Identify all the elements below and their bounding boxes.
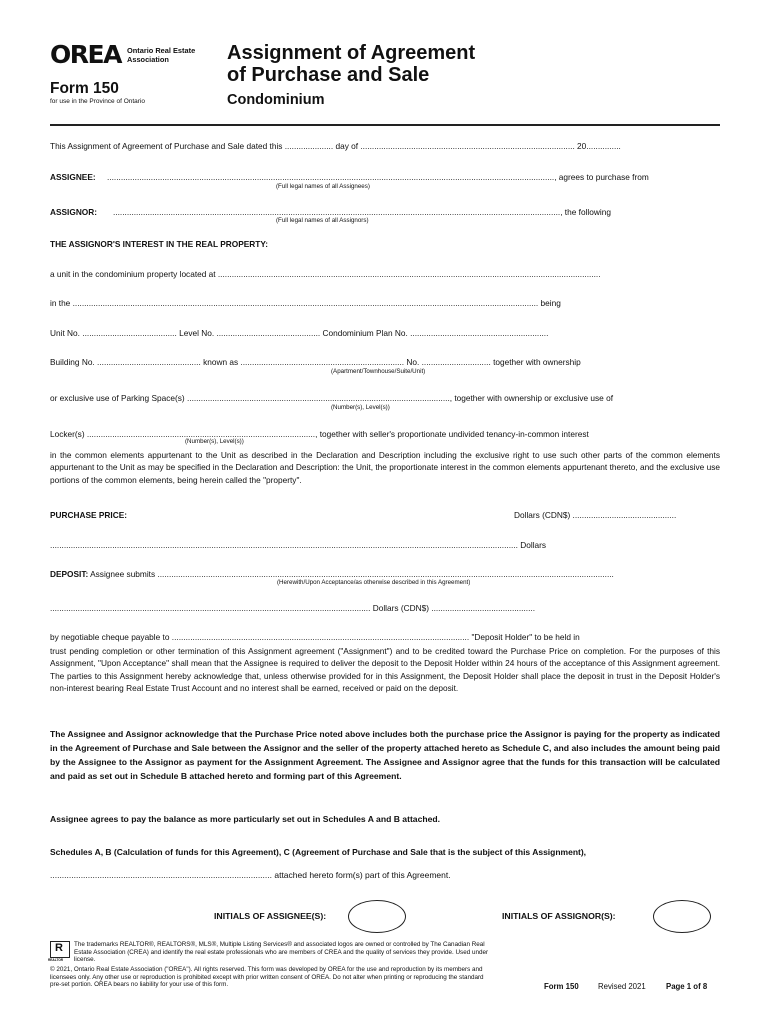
deposit-caption: (Herewith/Upon Acceptance/as otherwise described in this Agreement)	[277, 579, 471, 586]
balance-paragraph: Assignee agrees to pay the balance as more particularly set out in Schedules A and B attached.	[50, 814, 441, 824]
logo-mark: OREA	[50, 40, 121, 69]
initials-assignee-field[interactable]	[348, 900, 406, 933]
building-caption: (Apartment/Townhouse/Suite/Unit)	[331, 368, 426, 375]
municipality-field[interactable]: in the .......................................................................................................................................................................................................... being	[50, 298, 561, 308]
initials-assignor-field[interactable]	[653, 900, 711, 933]
deposit-amount-field[interactable]: ........................................................................................................................................... Dollars (CDN$) .............................................	[50, 603, 535, 613]
parking-caption: (Number(s), Level(s))	[331, 404, 390, 411]
assoc-line-1: Ontario Real Estate	[127, 46, 196, 55]
title-line-1: Assignment of Agreement	[227, 42, 476, 64]
logo-association-name	[127, 47, 195, 64]
realtor-logo	[50, 941, 70, 958]
form-scope: for use in the Province of Ontario	[50, 98, 146, 105]
document-title	[227, 42, 475, 86]
assoc-line-2: Association	[127, 54, 169, 64]
located-field[interactable]: a unit in the condominium property located at ......................................................................................................................................................................	[50, 269, 601, 279]
document-subtitle: Condominium	[227, 92, 325, 108]
form-number: Form 150	[50, 80, 119, 97]
deposit-field[interactable]: Assignee submits ......................................................................................................................................................................................................	[88, 569, 614, 579]
page-number: Page 1 of 8	[666, 982, 708, 991]
schedules-paragraph: Schedules A, B (Calculation of funds for this Agreement), C (Agreement of Purchase and Sale that is the subject of this Assignment),	[50, 847, 587, 857]
common-elements-paragraph: in the common elements appurtenant to the Unit as described in the Declaration and Description including the exclusive right to use such other parts of the common elements appurtenant to the Unit as may be specified in the Declaration and Description: the Unit, the proportionate interest in the common elements appurtenant thereto, and the exclusive use portions of the common elements, being herein called the "property".	[50, 450, 720, 485]
orea-logo	[50, 42, 220, 72]
deposit-line	[50, 569, 614, 579]
realtor-mark-text: REALTOR	[48, 958, 64, 962]
intro-line: This Assignment of Agreement of Purchase and Sale dated this ..................... day of ............................................................................................. 20...............	[50, 141, 621, 151]
locker-field[interactable]: Locker(s) ..................................................................................................., together with seller's proportionate undivided tenancy-in-common interest	[50, 429, 589, 439]
interest-heading: THE ASSIGNOR'S INTEREST IN THE REAL PROPERTY:	[50, 239, 269, 249]
assignee-label: ASSIGNEE:	[50, 172, 96, 182]
copyright-notice: © 2021, Ontario Real Estate Association ("OREA"). All rights reserved. This form was developed by OREA for the use and reproduction by its members and licensees only. Any other use or reproduction is prohibited except with prior written consent of OREA. Do not alter when printing or reproducing the standard pre-set portion. OREA bears no liability for your use of this form.	[50, 966, 484, 988]
assignee-caption: (Full legal names of all Assignees)	[276, 183, 370, 190]
trademark-notice: The trademarks REALTOR®, REALTORS®, MLS®, Multiple Listing Services® and associated logos are owned or controlled by The Canadian Real Estate Association (CREA) and identify the real estate professionals who are members of CREA and the quality of services they provide. Used under license.	[74, 941, 489, 963]
purchase-price-words-field[interactable]: ........................................................................................................................................................................................................... Dollars	[50, 540, 547, 550]
unit-level-plan-field[interactable]: Unit No. ......................................... Level No. ............................................. Condominium Plan No. ............................................................	[50, 328, 549, 338]
purchase-price-label: PURCHASE PRICE:	[50, 510, 127, 520]
parking-field[interactable]: or exclusive use of Parking Space(s) .................................................................................................................., together with ownership or exclusive use of	[50, 393, 614, 403]
deposit-holder-field[interactable]: by negotiable cheque payable to ................................................................................................................................. "Deposit Holder" to be held in	[50, 632, 580, 642]
locker-caption: (Number(s), Level(s))	[185, 438, 244, 445]
deposit-label: DEPOSIT:	[50, 569, 89, 579]
assignee-field[interactable]: .................................................................................................................................................................................................., agrees to purchase from	[107, 172, 649, 182]
attached-schedules-field[interactable]: .............................................................................................. attached hereto form(s) part of this Agreement.	[50, 870, 451, 880]
assignor-field[interactable]: .................................................................................................................................................................................................., the following	[113, 207, 611, 217]
initials-assignor-label: INITIALS OF ASSIGNOR(S):	[502, 911, 616, 921]
initials-assignee-label: INITIALS OF ASSIGNEE(S):	[214, 911, 327, 921]
footer-revised: Revised 2021	[598, 982, 646, 991]
building-field[interactable]: Building No. ............................................. known as ....................................................................... No. .............................. together with ownership	[50, 357, 581, 367]
deposit-paragraph: trust pending completion or other termination of this Assignment agreement ("Assignment") and to be credited toward the Purchase Price on completion. For the purposes of this Assignment, "Upon Acceptance" shall mean that the Assignee is required to deliver the deposit to the Deposit Holder within 24 hours of the acceptance of this Assignment agreement. The parties to this Assignment hereby acknowledge that, unless otherwise provided for in this Assignment, the Deposit Holder shall place the deposit in trust in the Deposit Holder's non-interest bearing Real Estate Trust Account and no interest shall be earned, received or paid on the deposit.	[50, 646, 720, 693]
attached-schedules-line	[50, 870, 451, 880]
title-line-2: of Purchase and Sale	[227, 64, 430, 86]
acknowledgement-paragraph: The Assignee and Assignor acknowledge that the Purchase Price noted above includes both the purchase price the Assignor is paying for the property as indicated in the Agreement of Purchase and Sale between the Assignor and the seller of the property attached hereto as Schedule C, and also includes the amount being paid by the Assignee to the Assignor as payment for the Assignment Agreement. The Assignee and Assignor agree that the funds for this transaction will be calculated and paid as set out in Schedule B attached hereto and forming part of this Agreement.	[50, 729, 720, 781]
assignor-caption: (Full legal names of all Assignors)	[276, 217, 369, 224]
header-divider	[50, 124, 720, 126]
footer-form-number: Form 150	[544, 982, 579, 991]
assignor-label: ASSIGNOR:	[50, 207, 98, 217]
purchase-price-field[interactable]: Dollars (CDN$) .............................................	[514, 510, 677, 520]
